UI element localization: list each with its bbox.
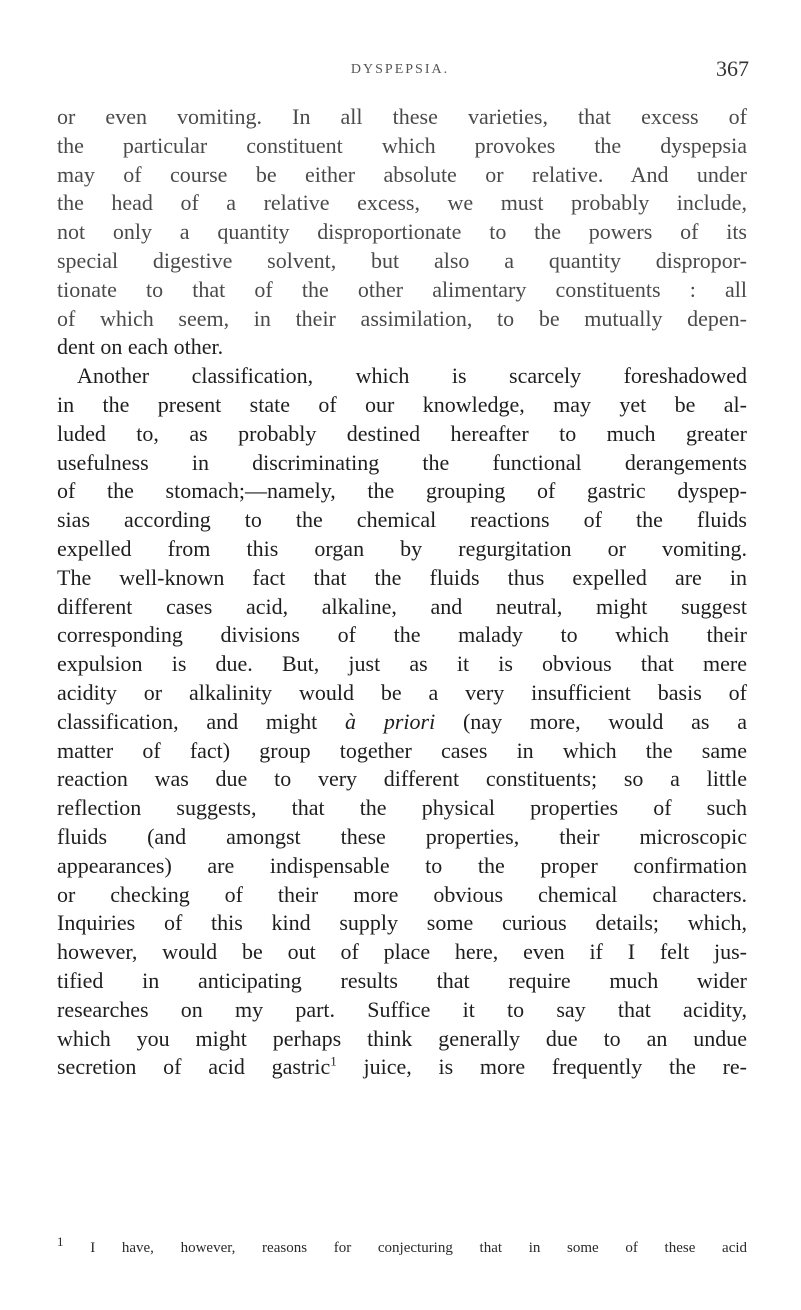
line-end: juice, is more frequently the re- <box>363 1054 748 1080</box>
footnote-marker: 1 <box>57 1234 64 1249</box>
text-line: not only a quantity disproportionate to the powers of its <box>57 219 747 245</box>
text-line: sias according to the chemical reactions of the fluids <box>57 507 747 533</box>
text-line: Another classification, which is scarcely foreshadowed <box>77 363 747 389</box>
text-line-with-footnote-ref <box>57 1053 747 1082</box>
text-line: acidity or alkalinity would be a very insufficient basis of <box>57 679 747 705</box>
footnote <box>57 1234 748 1258</box>
body-text <box>57 103 747 1082</box>
text-line: which you might perhaps think generally due to an undue <box>57 1025 747 1051</box>
text-line: dent on each other. <box>57 334 224 360</box>
text-line: corresponding divisions of the malady to which their <box>57 622 747 648</box>
text-line: different cases acid, alkaline, and neutral, might suggest <box>57 593 747 619</box>
text-line: Inquiries of this kind supply some curious details; which, <box>57 910 747 936</box>
text-line: reaction was due to very different constituents; so a little <box>57 766 747 792</box>
text-line: the particular constituent which provokes the dyspepsia <box>57 132 747 158</box>
line-start: secretion of acid gastric <box>57 1054 331 1080</box>
text-line: fluids (and amongst these properties, their microscopic <box>57 823 747 849</box>
text-line: researches on my part. Suffice it to say that acidity, <box>57 996 747 1022</box>
text-line: of the stomach;—namely, the grouping of gastric dyspep- <box>57 478 747 504</box>
page-header <box>0 56 801 86</box>
text-line: in the present state of our knowledge, may yet be al- <box>57 391 747 417</box>
text-line: expulsion is due. But, just as it is obvious that mere <box>57 651 747 677</box>
text-line: expelled from this organ by regurgitation or vomiting. <box>57 535 747 561</box>
italic-phrase: à priori <box>345 708 436 734</box>
text-line: luded to, as probably destined hereafter to much greater <box>57 420 747 446</box>
line-start: classification, and might <box>57 708 318 734</box>
page-number: 367 <box>716 56 749 81</box>
text-line-with-italic <box>57 708 747 737</box>
text-line: reflection suggests, that the physical properties of such <box>57 795 747 821</box>
text-line: or even vomiting. In all these varieties, that excess of <box>57 104 747 129</box>
text-line: usefulness in discriminating the functional derangements <box>57 449 747 475</box>
text-line: matter of fact) group together cases in which the same <box>57 737 747 763</box>
line-end: (nay more, would as a <box>462 708 748 734</box>
text-line: special digestive solvent, but also a quantity dispropor- <box>57 247 747 273</box>
text-line: the head of a relative excess, we must probably include, <box>57 190 747 216</box>
text-line: tionate to that of the other alimentary constituents : all <box>57 276 747 302</box>
text-line: or checking of their more obvious chemical characters. <box>57 881 747 907</box>
text-line: The well-known fact that the fluids thus expelled are in <box>57 564 747 590</box>
text-line: of which seem, in their assimilation, to be mutually depen- <box>57 305 747 331</box>
text-line: however, would be out of place here, even if I felt jus- <box>57 939 747 965</box>
text-line: tified in anticipating results that require much wider <box>57 967 747 993</box>
text-line: may of course be either absolute or relative. And under <box>57 161 747 187</box>
text-line: appearances) are indispensable to the proper confirmation <box>57 852 747 878</box>
footnote-text: I have, however, reasons for conjecturing that in some of these acid <box>90 1240 748 1256</box>
running-head: DYSPEPSIA. <box>350 62 450 77</box>
footnote-reference[interactable]: 1 <box>330 1053 337 1069</box>
